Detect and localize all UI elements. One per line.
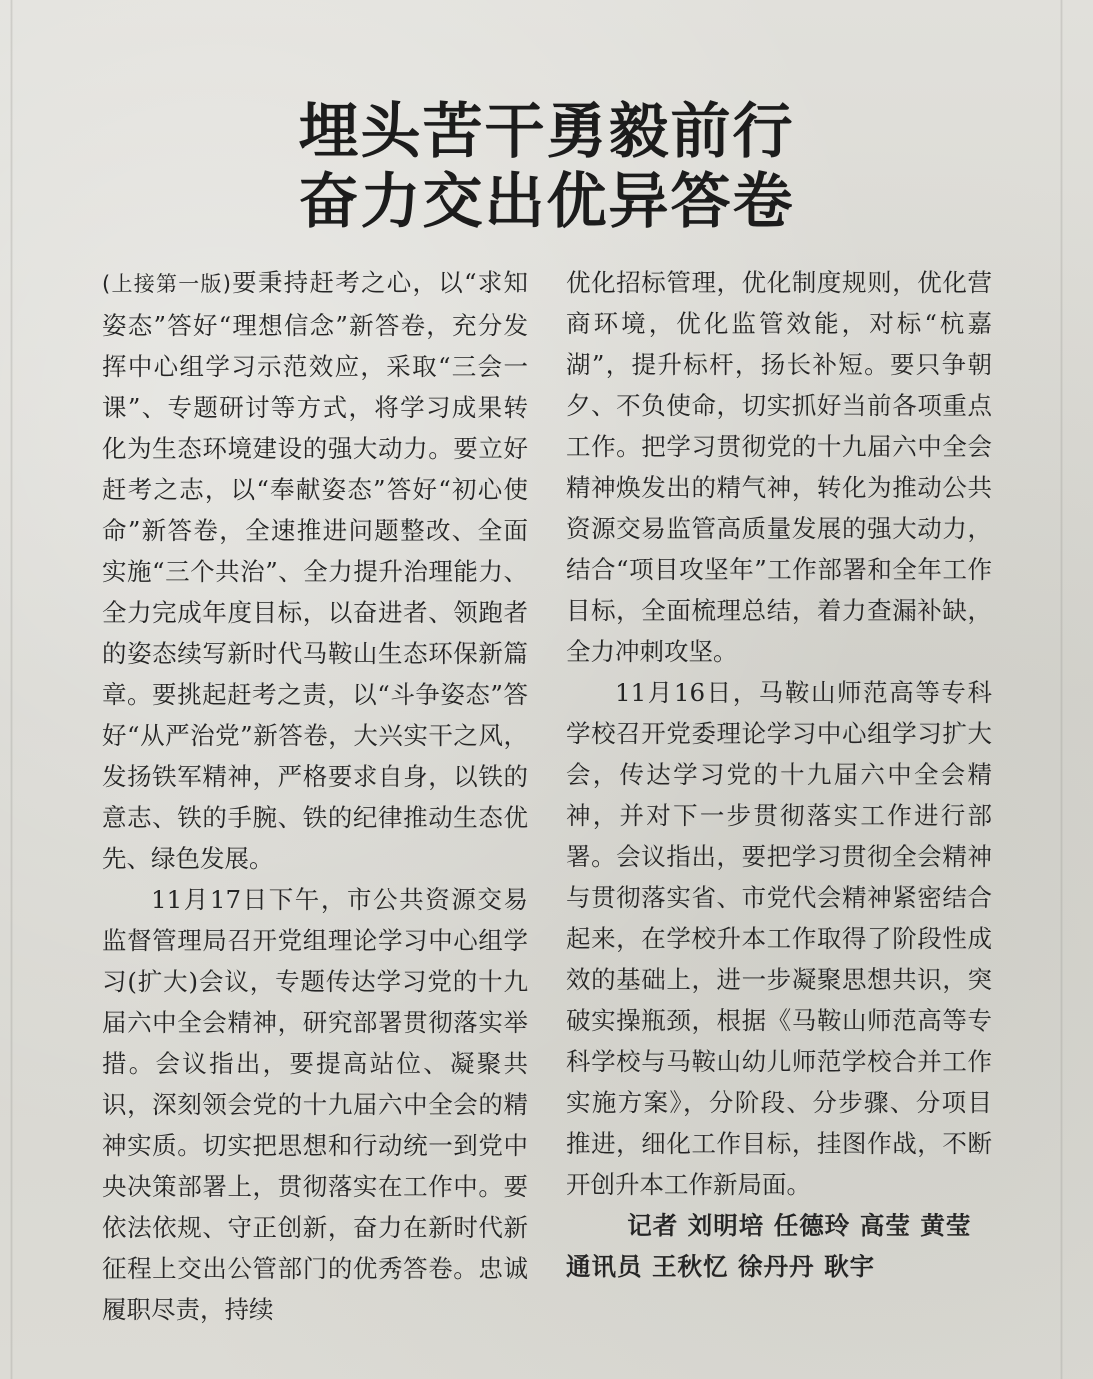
continued-from-label: (上接第一版) — [102, 272, 231, 296]
headline-line-1: 埋头苦干勇毅前行 — [298, 97, 795, 167]
paragraph-normal-college: 11月16日，马鞍山师范高等专科学校召开党委理论学习中心组学习扩大会，传达学习党的十九届六中全会精神，并对下一步贯彻落实工作进行部署。会议指出，要把学习贯彻全会精神与贯彻落实省、市党代会精神紧密结合起来，在学校升本工作取得了阶段性成效的基础上，进一步凝聚思想共识，突破实操瓶颈，根据《马鞍山师范高等专科学校与马鞍山幼儿师范学校合并工作实施方案》，分阶段、分步骤、分项目推进，细化工作目标，挂图作战，不断开创升本工作新局面。 — [566, 678, 992, 1199]
left-column — [102, 262, 528, 1330]
byline: 记者 刘明培 任德玲 高莹 黄莹 通讯员 王秋忆 徐丹丹 耿宇 — [566, 1211, 972, 1281]
right-column — [566, 262, 992, 1287]
paragraph-continued — [102, 262, 528, 879]
paragraph-continuation: 优化招标管理，优化制度规则，优化营商环境，优化监管效能，对标“杭嘉湖”，提升标杆，扬长补短。要只争朝夕、不负使命，切实抓好当前各项重点工作。把学习贯彻党的十九届六中全会精神焕发出的精气神，转化为推动公共资源交易监管高质量发展的强大动力，结合“项目攻坚年”工作部署和全年工作目标，全面梳理总结，着力查漏补缺，全力冲刺攻坚。 — [566, 268, 992, 666]
paragraph-public-resources: 11月17日下午，市公共资源交易监督管理局召开党组理论学习中心组学习(扩大)会议，专题传达学习党的十九届六中全会精神，研究部署贯彻落实举措。会议指出，要提高站位、凝聚共识，深刻领会党的十九届六中全会的精神实质。切实把思想和行动统一到党中央决策部署上，贯彻落实在工作中。要依法依规、守正创新，奋力在新时代新征程上交出公管部门的优秀答卷。忠诚履职尽责，持续 — [102, 885, 528, 1324]
headline-line-2: 奋力交出优异答卷 — [298, 167, 795, 237]
paragraph-text: 要秉持赶考之心，以“求知姿态”答好“理想信念”新答卷，充分发挥中心组学习示范效应，采取“三会一课”、专题研讨等方式，将学习成果转化为生态环境建设的强大动力。要立好赶考之志，以“奉献姿态”答好“初心使命”新答卷，全速推进问题整改、全面实施“三个共治”、全力提升治理能力、全力完成年度目标，以奋进者、领跑者的姿态续写新时代马鞍山生态环保新篇章。要挑起赶考之责，以“斗争姿态”答好“从严治党”新答卷，大兴实干之风，发扬铁军精神，严格要求自身，以铁的意志、铁的手腕、铁的纪律推动生态优先、绿色发展。 — [102, 268, 528, 873]
